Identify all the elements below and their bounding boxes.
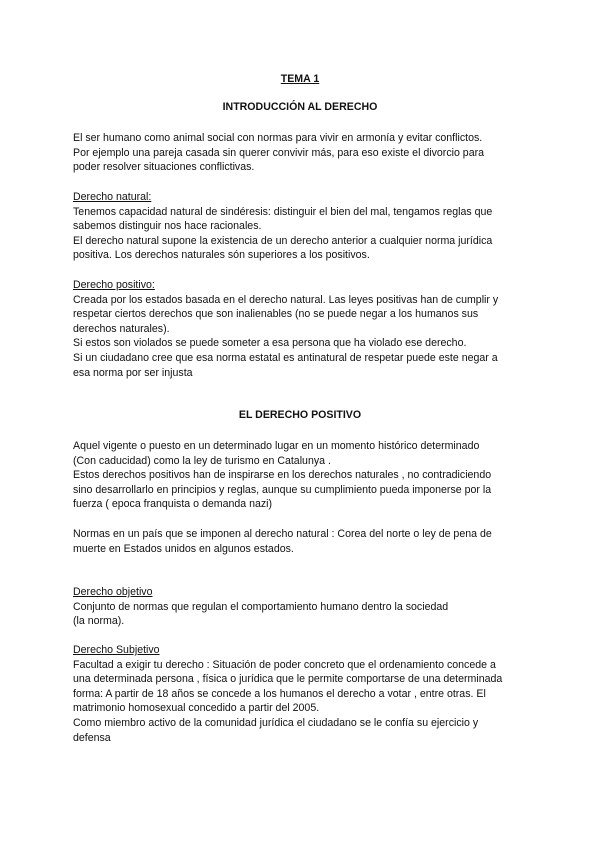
text-line: sino desarrollarlo en principios y reglas, aunque su cumplimiento pueda imponerse por la — [73, 483, 492, 496]
positivo-paragraph-2 — [73, 527, 543, 556]
text-line: sabemos distinguir nos hace racionales. — [73, 220, 262, 233]
text-line: Conjunto de normas que regulan el comportamiento humano dentro la sociedad — [73, 600, 449, 613]
tema-title: TEMA 1 — [280, 73, 320, 85]
text-line: poder resolver situaciones conflictivas. — [73, 161, 255, 174]
text-line: Como miembro activo de la comunidad jurídica el ciudadano se le confía su ejercicio y — [73, 716, 479, 729]
derecho-natural-section — [73, 190, 543, 263]
text-line: Normas en un país que se imponen al derecho natural : Corea del norte o ley de pena de — [73, 528, 492, 540]
text-line: El ser humano como animal social con normas para vivir en armonía y evitar conflictos. — [73, 132, 483, 144]
text-line: respetar ciertos derechos que son inalienables (no se puede negar a los humanos sus — [73, 308, 479, 321]
text-line: (la norma). — [73, 615, 125, 628]
text-line: Facultad a exigir tu derecho : Situación de poder concreto que el ordenamiento concede a — [73, 658, 496, 671]
text-line: derechos naturales). — [73, 322, 170, 335]
text-line: Aquel vigente o puesto en un determinado lugar en un momento histórico determinado — [73, 440, 480, 452]
derecho-objetivo-section — [73, 585, 543, 629]
derecho-subjetivo-section — [73, 643, 543, 745]
derecho-positivo-title: EL DERECHO POSITIVO — [238, 409, 362, 421]
text-line: forma: A partir de 18 años se concede a los humanos el derecho a votar , entre otras. El — [73, 687, 486, 700]
derecho-positivo-heading: Derecho positivo: — [73, 279, 155, 291]
text-line: esa norma por ser injusta — [73, 366, 193, 379]
text-line: Si estos son violados se puede someter a esa persona que ha violado ese derecho. — [73, 337, 467, 350]
text-line: positiva. Los derechos naturales són superiores a los positivos. — [73, 249, 370, 262]
text-line: Tenemos capacidad natural de sindéresis: distinguir el bien del mal, tengamos reglas que — [73, 205, 493, 218]
intro-title: INTRODUCCIÓN AL DERECHO — [222, 101, 378, 113]
positivo-paragraph-1 — [73, 439, 543, 512]
text-line: muerte en Estados unidos en algunos estados. — [73, 542, 294, 555]
text-line: Creada por los estados basada en el derecho natural. Las leyes positivas han de cumplir y — [73, 293, 499, 306]
text-line: fuerza ( epoca franquista o demanda nazi) — [73, 498, 273, 511]
text-line: matrimonio homosexual concedido a partir del 2005. — [73, 702, 320, 715]
derecho-objetivo-heading: Derecho objetivo — [73, 586, 153, 598]
text-line: Si un ciudadano cree que esa norma estatal es antinatural de respetar puede este negar a — [73, 351, 498, 364]
derecho-subjetivo-heading: Derecho Subjetivo — [73, 644, 160, 656]
text-line: una determinada persona , física o jurídica que le permite comportarse de una determinada — [73, 673, 503, 686]
intro-paragraph — [73, 131, 543, 175]
text-line: defensa — [73, 731, 111, 744]
text-line: Estos derechos positivos han de inspirarse en los derechos naturales , no contradiciendo — [73, 469, 492, 482]
text-line: El derecho natural supone la existencia de un derecho anterior a cualquier norma jurídica — [73, 234, 493, 247]
derecho-positivo-section — [73, 278, 543, 380]
text-line: (Con caducidad) como la ley de turismo en Catalunya . — [73, 454, 331, 467]
text-line: Por ejemplo una pareja casada sin querer convivir más, para eso existe el divorcio para — [73, 146, 485, 159]
derecho-natural-heading: Derecho natural: — [73, 191, 152, 203]
